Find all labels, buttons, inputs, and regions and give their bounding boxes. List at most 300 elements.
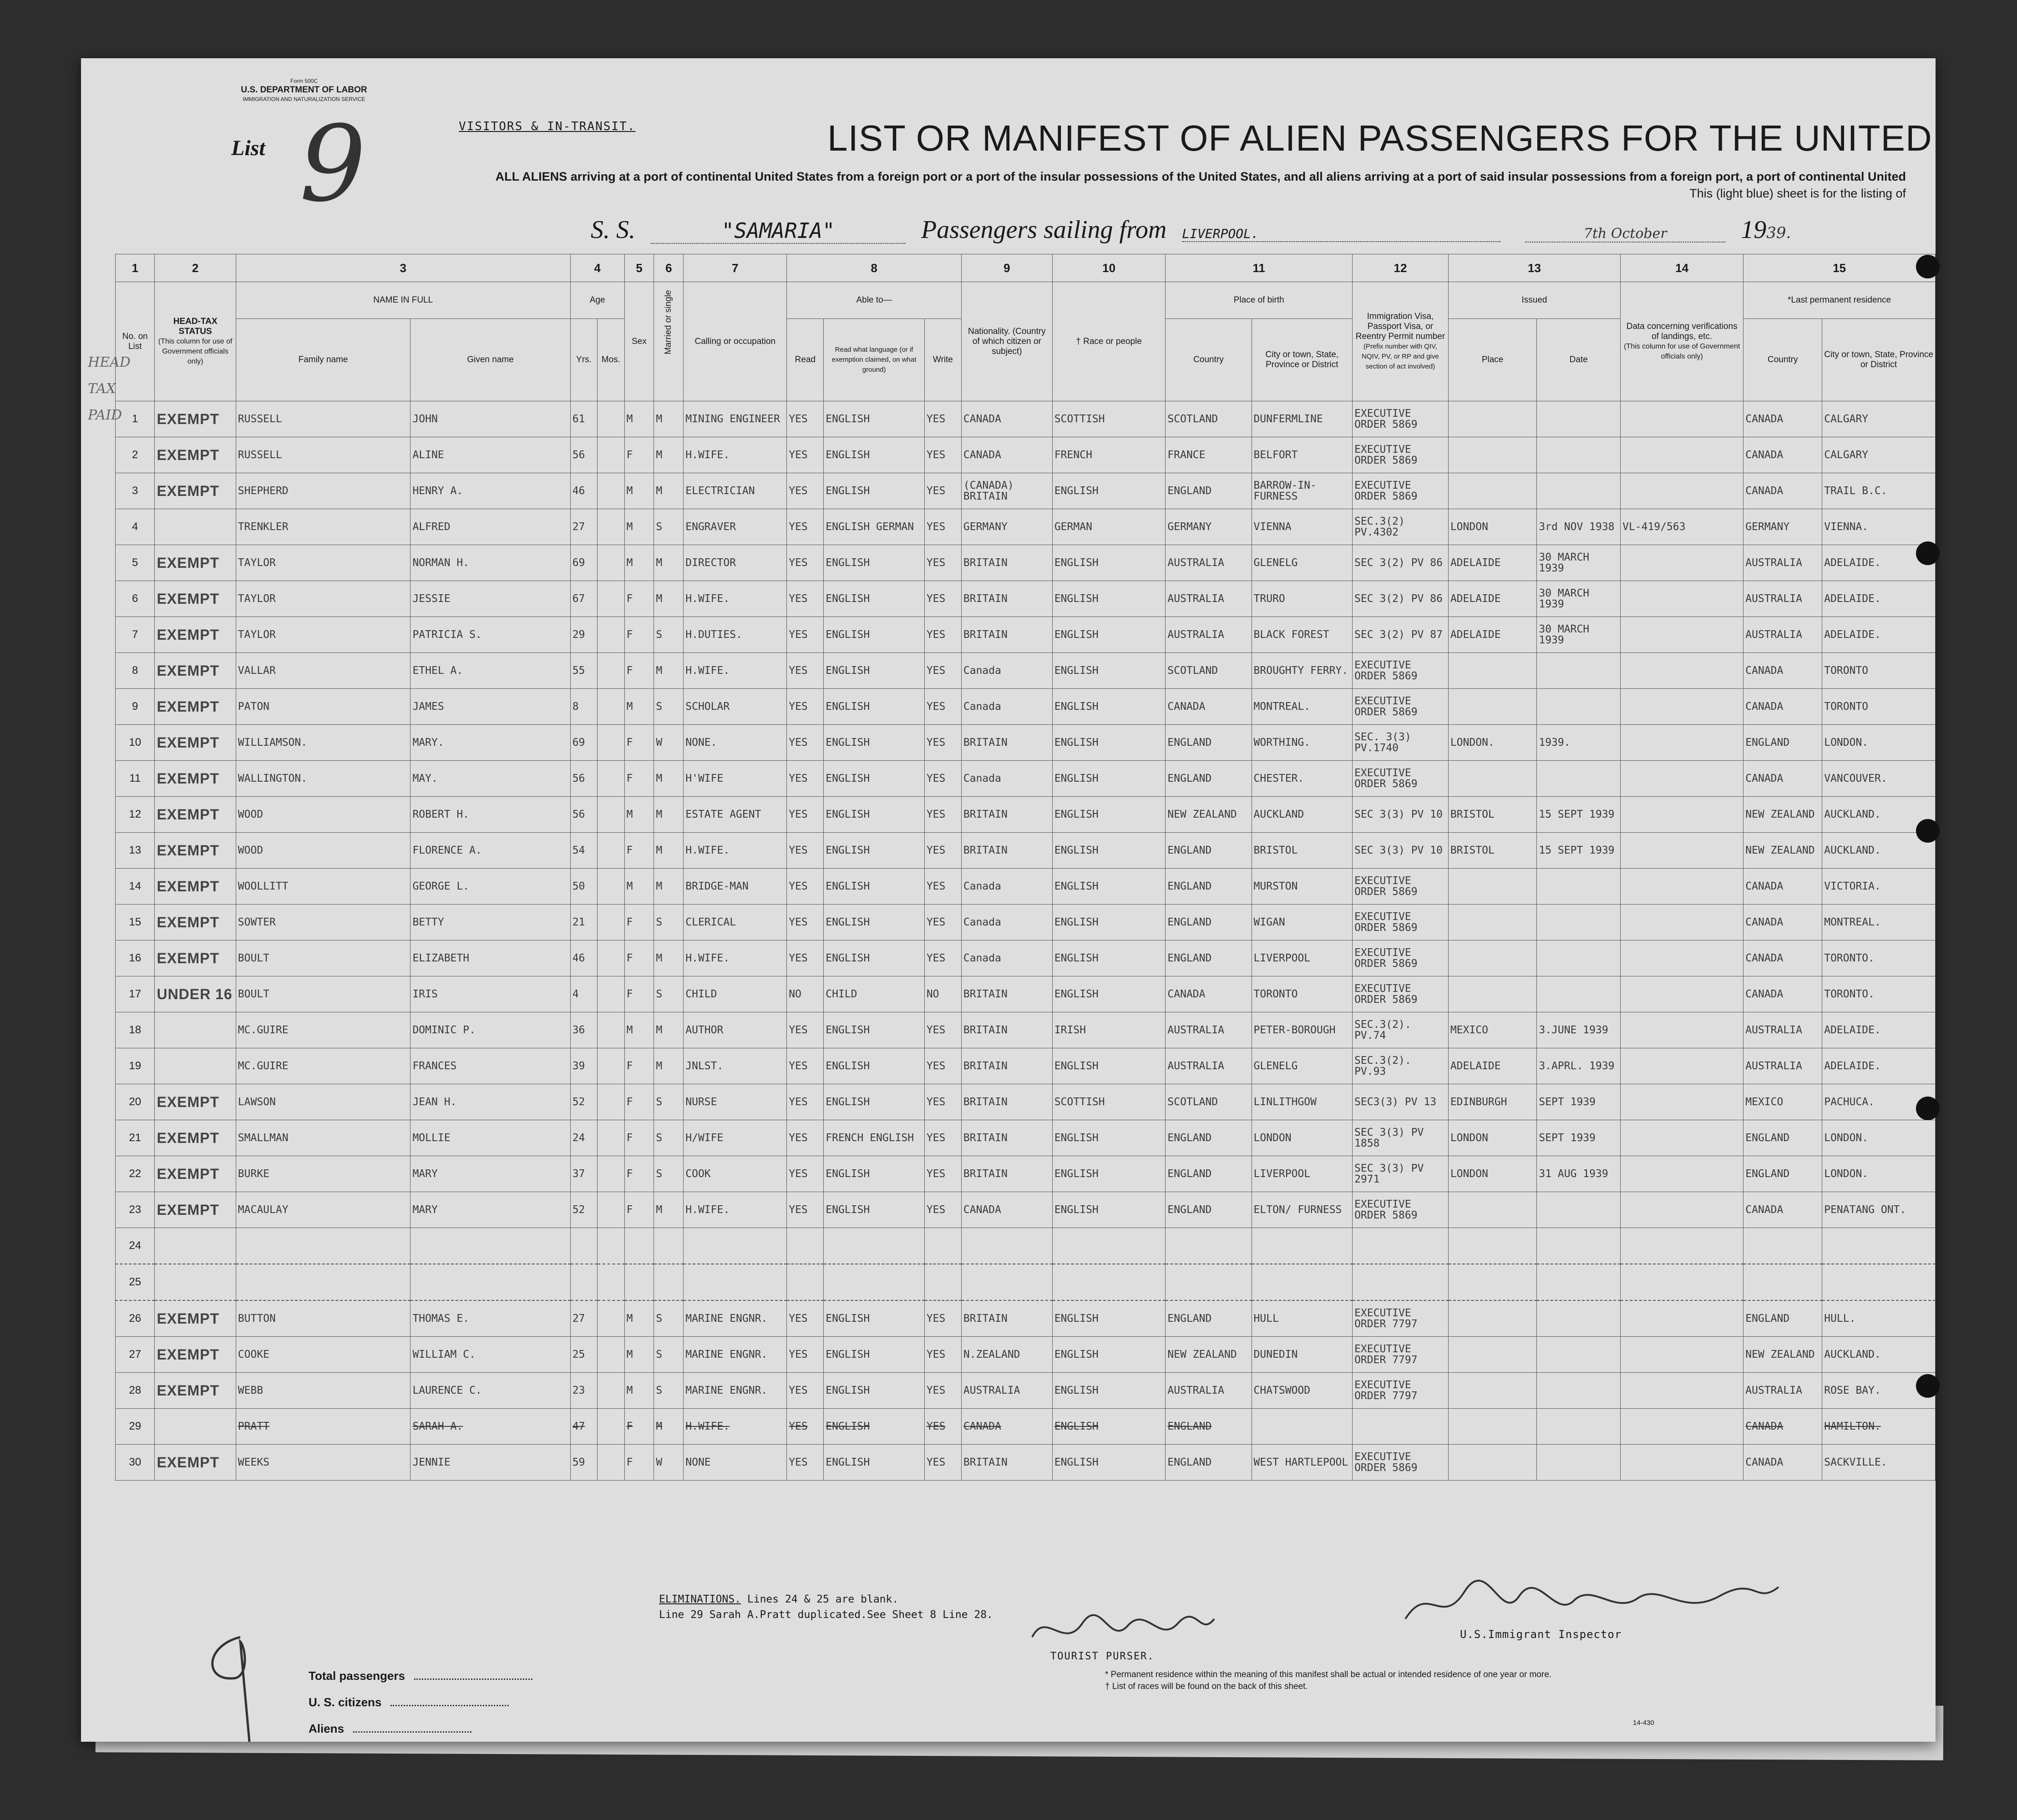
cell-verification — [1621, 761, 1743, 797]
cell-issued-date — [1537, 401, 1621, 437]
cell-language: ENGLISH — [824, 1337, 925, 1373]
cell-family: MC.GUIRE — [236, 1048, 410, 1084]
cell-res-country: CANADA — [1743, 1192, 1822, 1228]
cell-res-city: TORONTO. — [1822, 940, 1936, 976]
cell-read: YES — [787, 833, 824, 869]
cell-res-city: TORONTO. — [1822, 976, 1936, 1012]
cell-verification — [1621, 581, 1743, 617]
cell-birth-country: SCOTLAND — [1166, 401, 1252, 437]
cell-mos — [598, 653, 624, 689]
cell-sex: F — [624, 1409, 654, 1445]
cell-race: ENGLISH — [1052, 1445, 1166, 1481]
table-row — [116, 1048, 1936, 1084]
cell-race: ENGLISH — [1052, 617, 1166, 653]
cell-given: JENNIE — [410, 1445, 570, 1481]
cell-birth-city: DUNEDIN — [1252, 1337, 1353, 1373]
cell-marital: S — [654, 509, 684, 545]
cell-sex: F — [624, 1048, 654, 1084]
cell-issued-date — [1537, 761, 1621, 797]
cell-marital: M — [654, 473, 684, 509]
cell-write: YES — [924, 581, 961, 617]
cell-visa: EXECUTIVE ORDER 5869 — [1353, 1192, 1449, 1228]
cell-issued-place — [1448, 869, 1537, 905]
cell-mos — [598, 1120, 624, 1156]
cell-visa: SEC 3(3) PV 1858 — [1353, 1120, 1449, 1156]
cell-occupation: H.WIFE. — [684, 833, 787, 869]
cell-birth-country: SCOTLAND — [1166, 1084, 1252, 1120]
cell-occupation: MARINE ENGNR. — [684, 1337, 787, 1373]
col-number-12: 12 — [1353, 254, 1449, 282]
cell-given: SARAH A. — [410, 1409, 570, 1445]
cell-marital: S — [654, 905, 684, 940]
cell-occupation: H.WIFE. — [684, 1409, 787, 1445]
cell-visa: SEC 3(3) PV 10 — [1353, 797, 1449, 833]
cell-no: 2 — [116, 437, 155, 473]
cell-verification — [1621, 545, 1743, 581]
cell-marital: W — [654, 725, 684, 761]
form-header — [208, 76, 400, 104]
cell-read: YES — [787, 1156, 824, 1192]
header-issued: Issued — [1448, 282, 1620, 319]
cell-res-country: ENGLAND — [1743, 725, 1822, 761]
cell-write: YES — [924, 905, 961, 940]
cell-read: YES — [787, 437, 824, 473]
cell-res-city — [1822, 1264, 1936, 1300]
cell-write: YES — [924, 1300, 961, 1337]
cell-issued-date: 30 MARCH 1939 — [1537, 581, 1621, 617]
cell-birth-city: MURSTON — [1252, 869, 1353, 905]
cell-language: ENGLISH — [824, 1409, 925, 1445]
cell-mos — [598, 545, 624, 581]
cell-write: YES — [924, 689, 961, 725]
cell-no: 29 — [116, 1409, 155, 1445]
cell-birth-country: ENGLAND — [1166, 833, 1252, 869]
cell-issued-date — [1537, 1409, 1621, 1445]
cell-res-city: SACKVILLE. — [1822, 1445, 1936, 1481]
cell-yrs: 50 — [570, 869, 597, 905]
cell-birth-city: DUNFERMLINE — [1252, 401, 1353, 437]
cell-birth-city: TORONTO — [1252, 976, 1353, 1012]
cell-race: FRENCH — [1052, 437, 1166, 473]
cell-res-city: LONDON. — [1822, 1120, 1936, 1156]
cell-race: ENGLISH — [1052, 689, 1166, 725]
cell-issued-date — [1537, 1192, 1621, 1228]
col-number-14: 14 — [1621, 254, 1743, 282]
cell-occupation: MARINE ENGNR. — [684, 1300, 787, 1337]
cell-occupation: H.WIFE. — [684, 653, 787, 689]
cell-status: EXEMPT — [155, 581, 236, 617]
punch-hole — [1916, 819, 1940, 843]
cell-race: ENGLISH — [1052, 1373, 1166, 1409]
cell-res-city: MONTREAL. — [1822, 905, 1936, 940]
cell-sex: F — [624, 1120, 654, 1156]
cell-sex: M — [624, 869, 654, 905]
cell-yrs: 54 — [570, 833, 597, 869]
cell-race: ENGLISH — [1052, 1048, 1166, 1084]
cell-issued-place: EDINBURGH — [1448, 1084, 1537, 1120]
cell-nationality: N.ZEALAND — [961, 1337, 1052, 1373]
cell-birth-city: WEST HARTLEPOOL — [1252, 1445, 1353, 1481]
cell-family: WOOLLITT — [236, 869, 410, 905]
cell-visa: EXECUTIVE ORDER 7797 — [1353, 1373, 1449, 1409]
cell-no: 3 — [116, 473, 155, 509]
cell-nationality: CANADA — [961, 437, 1052, 473]
cell-res-city: TORONTO — [1822, 689, 1936, 725]
inspector-signature — [1401, 1573, 1788, 1637]
cell-birth-country: SCOTLAND — [1166, 653, 1252, 689]
cell-visa: SEC 3(3) PV 10 — [1353, 833, 1449, 869]
cell-family: BOULT — [236, 976, 410, 1012]
header-sex: Sex — [624, 282, 654, 401]
cell-issued-date: 3rd NOV 1938 — [1537, 509, 1621, 545]
cell-birth-city: TRURO — [1252, 581, 1353, 617]
cell-res-country: CANADA — [1743, 473, 1822, 509]
cell-yrs: 67 — [570, 581, 597, 617]
col-number-5: 5 — [624, 254, 654, 282]
cell-res-city: PENATANG ONT. — [1822, 1192, 1936, 1228]
cell-status: EXEMPT — [155, 833, 236, 869]
cell-marital — [654, 1228, 684, 1264]
cell-issued-place: BRISTOL — [1448, 833, 1537, 869]
table-row — [116, 761, 1936, 797]
margin-note: HEAD TAX PAID — [88, 354, 131, 423]
cell-birth-country: CANADA — [1166, 689, 1252, 725]
cell-res-country: MEXICO — [1743, 1084, 1822, 1120]
cell-sex: F — [624, 833, 654, 869]
cell-res-city: LONDON. — [1822, 725, 1936, 761]
col-number-9: 9 — [961, 254, 1052, 282]
footnote-2: † List of races will be found on the back of this sheet. — [1105, 1682, 1308, 1691]
cell-race: GERMAN — [1052, 509, 1166, 545]
cell-mos — [598, 940, 624, 976]
cell-given: GEORGE L. — [410, 869, 570, 905]
total-passengers — [309, 1669, 532, 1683]
cell-given: JESSIE — [410, 581, 570, 617]
cell-issued-date: SEPT 1939 — [1537, 1084, 1621, 1120]
table-row — [116, 797, 1936, 833]
header-date: Date — [1537, 319, 1621, 401]
cell-sex: F — [624, 653, 654, 689]
cell-read: YES — [787, 1120, 824, 1156]
cell-occupation: MINING ENGINEER — [684, 401, 787, 437]
cell-occupation: H'WIFE — [684, 761, 787, 797]
cell-family: WEEKS — [236, 1445, 410, 1481]
cell-birth-city: CHATSWOOD — [1252, 1373, 1353, 1409]
header-yrs: Yrs. — [570, 319, 597, 401]
cell-read: YES — [787, 1084, 824, 1120]
cell-read: YES — [787, 761, 824, 797]
cell-res-country: ENGLAND — [1743, 1300, 1822, 1337]
cell-birth-city: GLENELG — [1252, 545, 1353, 581]
cell-mos — [598, 1264, 624, 1300]
cell-issued-date — [1537, 1300, 1621, 1337]
cell-visa: EXECUTIVE ORDER 5869 — [1353, 1445, 1449, 1481]
cell-sex: F — [624, 905, 654, 940]
cell-occupation: MARINE ENGNR. — [684, 1373, 787, 1409]
cell-race: ENGLISH — [1052, 1337, 1166, 1373]
cell-verification — [1621, 617, 1743, 653]
cell-nationality: Canada — [961, 689, 1052, 725]
cell-no: 23 — [116, 1192, 155, 1228]
cell-birth-city: BELFORT — [1252, 437, 1353, 473]
cell-race: SCOTTISH — [1052, 1084, 1166, 1120]
cell-res-country: ENGLAND — [1743, 1156, 1822, 1192]
cell-given: MARY. — [410, 725, 570, 761]
cell-language: ENGLISH — [824, 1012, 925, 1048]
cell-write: YES — [924, 1048, 961, 1084]
cell-birth-country: ENGLAND — [1166, 1120, 1252, 1156]
cell-verification — [1621, 797, 1743, 833]
cell-race: ENGLISH — [1052, 905, 1166, 940]
cell-no: 27 — [116, 1337, 155, 1373]
cell-marital: S — [654, 1337, 684, 1373]
cell-nationality: BRITAIN — [961, 1120, 1052, 1156]
cell-mos — [598, 1409, 624, 1445]
cell-read — [787, 1228, 824, 1264]
cell-race: ENGLISH — [1052, 473, 1166, 509]
cell-issued-place: ADELAIDE — [1448, 545, 1537, 581]
cell-nationality: BRITAIN — [961, 617, 1052, 653]
cell-birth-city: GLENELG — [1252, 1048, 1353, 1084]
cell-issued-place: LONDON — [1448, 509, 1537, 545]
cell-birth-city — [1252, 1409, 1353, 1445]
cell-given: MARY — [410, 1192, 570, 1228]
cell-sex: M — [624, 1300, 654, 1337]
cell-family: SMALLMAN — [236, 1120, 410, 1156]
table-row — [116, 1300, 1936, 1337]
cell-issued-date — [1537, 869, 1621, 905]
cell-race: SCOTTISH — [1052, 401, 1166, 437]
cell-sex: M — [624, 689, 654, 725]
cell-given: HENRY A. — [410, 473, 570, 509]
cell-yrs: 52 — [570, 1192, 597, 1228]
cell-write: YES — [924, 833, 961, 869]
cell-given: JEAN H. — [410, 1084, 570, 1120]
cell-birth-city: LINLITHGOW — [1252, 1084, 1353, 1120]
table-row — [116, 940, 1936, 976]
cell-verification — [1621, 1192, 1743, 1228]
table-row — [116, 1120, 1936, 1156]
cell-verification — [1621, 1373, 1743, 1409]
cell-visa — [1353, 1409, 1449, 1445]
cell-yrs — [570, 1228, 597, 1264]
cell-sex: F — [624, 437, 654, 473]
cell-occupation: DIRECTOR — [684, 545, 787, 581]
cell-status: UNDER 16 — [155, 976, 236, 1012]
cell-yrs: 27 — [570, 509, 597, 545]
cell-issued-date: 30 MARCH 1939 — [1537, 545, 1621, 581]
cell-birth-country: FRANCE — [1166, 437, 1252, 473]
cell-sex: M — [624, 1012, 654, 1048]
cell-mos — [598, 761, 624, 797]
cell-yrs: 21 — [570, 905, 597, 940]
cell-read: YES — [787, 1048, 824, 1084]
sailing-year-prefix: 19 — [1741, 216, 1767, 244]
cell-status: EXEMPT — [155, 437, 236, 473]
cell-race: ENGLISH — [1052, 976, 1166, 1012]
cell-visa: SEC 3(2) PV 86 — [1353, 545, 1449, 581]
cell-birth-city: BRISTOL — [1252, 833, 1353, 869]
table-row — [116, 869, 1936, 905]
cell-res-city: TORONTO — [1822, 653, 1936, 689]
cell-language: ENGLISH — [824, 581, 925, 617]
cell-res-country: CANADA — [1743, 689, 1822, 725]
cell-visa: EXECUTIVE ORDER 5869 — [1353, 653, 1449, 689]
cell-issued-place: ADELAIDE — [1448, 617, 1537, 653]
cell-yrs: 55 — [570, 653, 597, 689]
cell-write — [924, 1228, 961, 1264]
header-married-label: Married or single — [664, 289, 674, 354]
cell-nationality: BRITAIN — [961, 1156, 1052, 1192]
cell-issued-date: SEPT 1939 — [1537, 1120, 1621, 1156]
sailing-line — [591, 215, 1791, 244]
cell-marital: M — [654, 869, 684, 905]
cell-visa: EXECUTIVE ORDER 5869 — [1353, 437, 1449, 473]
cell-given: ALINE — [410, 437, 570, 473]
header-able-to: Able to— — [787, 282, 962, 319]
cell-mos — [598, 509, 624, 545]
cell-status — [155, 1012, 236, 1048]
cell-nationality: Canada — [961, 761, 1052, 797]
cell-marital: S — [654, 1300, 684, 1337]
cell-issued-place — [1448, 976, 1537, 1012]
ship-name: "SAMARIA" — [651, 218, 906, 244]
cell-birth-city: LIVERPOOL — [1252, 940, 1353, 976]
cell-given — [410, 1228, 570, 1264]
cell-marital: M — [654, 401, 684, 437]
cell-language: ENGLISH — [824, 473, 925, 509]
cell-birth-city: WORTHING. — [1252, 725, 1353, 761]
cell-race: ENGLISH — [1052, 869, 1166, 905]
cell-marital: S — [654, 976, 684, 1012]
cell-read: YES — [787, 1300, 824, 1337]
cell-res-country — [1743, 1264, 1822, 1300]
cell-verification — [1621, 1084, 1743, 1120]
cell-write: YES — [924, 545, 961, 581]
cell-yrs — [570, 1264, 597, 1300]
cell-birth-country: NEW ZEALAND — [1166, 797, 1252, 833]
us-citizens-label: U. S. citizens — [309, 1695, 382, 1709]
cell-verification — [1621, 1445, 1743, 1481]
cell-read: YES — [787, 653, 824, 689]
cell-birth-country: ENGLAND — [1166, 1156, 1252, 1192]
cell-given: MOLLIE — [410, 1120, 570, 1156]
cell-verification — [1621, 1048, 1743, 1084]
cell-family: PATON — [236, 689, 410, 725]
cell-issued-date: 31 AUG 1939 — [1537, 1156, 1621, 1192]
cell-res-country: AUSTRALIA — [1743, 1012, 1822, 1048]
col-number-10: 10 — [1052, 254, 1166, 282]
cell-family: RUSSELL — [236, 401, 410, 437]
cell-birth-country: AUSTRALIA — [1166, 545, 1252, 581]
cell-birth-city: CHESTER. — [1252, 761, 1353, 797]
header-visa-label: Immigration Visa, Passport Visa, or Reentry Permit number — [1355, 311, 1445, 341]
cell-sex: M — [624, 509, 654, 545]
cell-status: EXEMPT — [155, 1373, 236, 1409]
cell-res-country: CANADA — [1743, 653, 1822, 689]
punch-hole — [1916, 255, 1940, 278]
cell-verification — [1621, 473, 1743, 509]
cell-family — [236, 1264, 410, 1300]
cell-status: EXEMPT — [155, 545, 236, 581]
cell-read: YES — [787, 869, 824, 905]
cell-issued-place — [1448, 1337, 1537, 1373]
cell-nationality: AUSTRALIA — [961, 1373, 1052, 1409]
cell-birth-city: HULL — [1252, 1300, 1353, 1337]
manifest-table — [115, 254, 1936, 1481]
cell-family: RUSSELL — [236, 437, 410, 473]
cell-no: 28 — [116, 1373, 155, 1409]
cell-write: YES — [924, 1156, 961, 1192]
cell-nationality — [961, 1228, 1052, 1264]
cell-issued-place — [1448, 473, 1537, 509]
header-verifications-note: (This column for use of Government officials only) — [1624, 342, 1740, 360]
col-number-11: 11 — [1166, 254, 1353, 282]
cell-sex: F — [624, 581, 654, 617]
cell-res-country: CANADA — [1743, 905, 1822, 940]
col-number-8: 8 — [787, 254, 962, 282]
cell-yrs: 4 — [570, 976, 597, 1012]
cell-given: JAMES — [410, 689, 570, 725]
cell-race: IRISH — [1052, 1012, 1166, 1048]
cell-nationality: BRITAIN — [961, 1048, 1052, 1084]
cell-language: ENGLISH — [824, 1156, 925, 1192]
cell-birth-country: ENGLAND — [1166, 869, 1252, 905]
page-title: LIST OR MANIFEST OF ALIEN PASSENGERS FOR THE UNITED — [827, 118, 1932, 158]
cell-language — [824, 1228, 925, 1264]
cell-occupation: H.WIFE. — [684, 940, 787, 976]
cell-read: YES — [787, 1337, 824, 1373]
cell-marital: M — [654, 761, 684, 797]
cell-res-country: AUSTRALIA — [1743, 617, 1822, 653]
cell-birth-country — [1166, 1228, 1252, 1264]
cell-occupation: NURSE — [684, 1084, 787, 1120]
cell-status — [155, 509, 236, 545]
header-mos: Mos. — [598, 319, 624, 401]
cell-sex: M — [624, 1373, 654, 1409]
cell-status: EXEMPT — [155, 653, 236, 689]
purser-signature — [1028, 1605, 1219, 1655]
cell-yrs: 39 — [570, 1048, 597, 1084]
cell-family: BURKE — [236, 1156, 410, 1192]
cell-visa: SEC.3(2) PV.4302 — [1353, 509, 1449, 545]
cell-issued-place — [1448, 437, 1537, 473]
cell-status: EXEMPT — [155, 689, 236, 725]
cell-family: TAYLOR — [236, 581, 410, 617]
cell-visa: SEC.3(2). PV.74 — [1353, 1012, 1449, 1048]
header-family-name: Family name — [236, 319, 410, 401]
cell-write: YES — [924, 617, 961, 653]
department-name: U.S. DEPARTMENT OF LABOR — [241, 85, 367, 95]
cell-read: YES — [787, 617, 824, 653]
form-number: Form 500C — [290, 78, 318, 84]
table-row — [116, 1373, 1936, 1409]
cell-issued-place — [1448, 401, 1537, 437]
cell-visa: EXECUTIVE ORDER 7797 — [1353, 1300, 1449, 1337]
subtitle: ALL ALIENS arriving at a port of continental United States from a foreign port or a port of the insular possessions of the United States, and all aliens arriving at a port of said insular possessions from a foreign port, a port of continental United — [495, 170, 1906, 183]
table-row — [116, 1445, 1936, 1481]
cell-occupation: ELECTRICIAN — [684, 473, 787, 509]
cell-visa: EXECUTIVE ORDER 5869 — [1353, 869, 1449, 905]
cell-read: YES — [787, 940, 824, 976]
cell-marital: M — [654, 1012, 684, 1048]
cell-birth-country: AUSTRALIA — [1166, 581, 1252, 617]
cell-visa — [1353, 1264, 1449, 1300]
cell-family: MC.GUIRE — [236, 1012, 410, 1048]
header-given-name: Given name — [410, 319, 570, 401]
cell-given: MARY — [410, 1156, 570, 1192]
cell-nationality: BRITAIN — [961, 1300, 1052, 1337]
